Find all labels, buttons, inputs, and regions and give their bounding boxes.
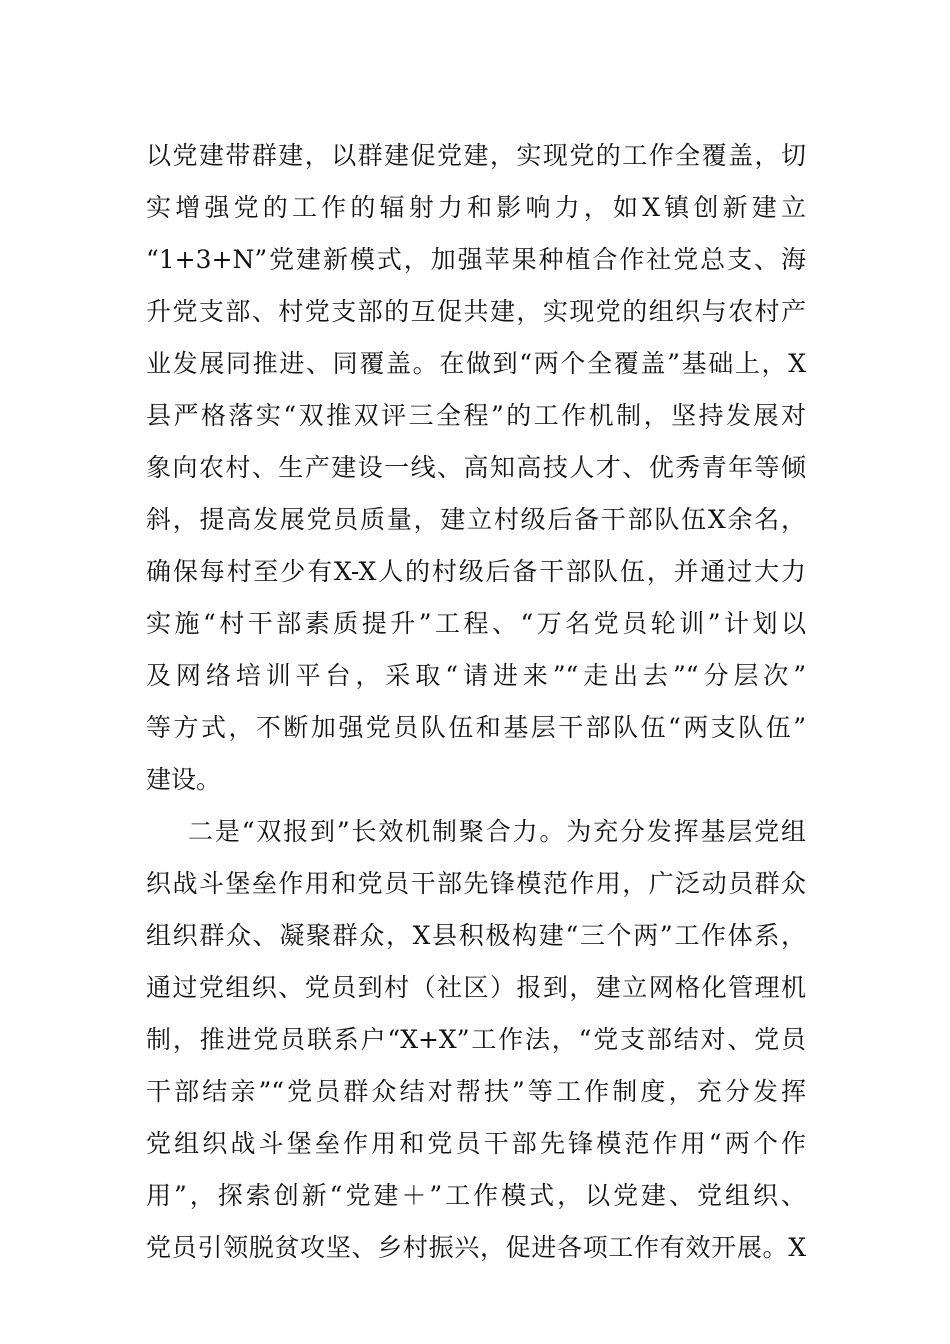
- text-line: 党组织战斗堡垒作用和党员干部先锋模范作用“两个作: [146, 1129, 806, 1158]
- text-line: 等方式，不断加强党员队伍和基层干部队伍“两支队伍”: [146, 713, 806, 742]
- text-line: 实增强党的工作的辐射力和影响力，如X镇创新建立: [146, 193, 806, 222]
- body-text: [146, 130, 806, 1274]
- text-line: 及网络培训平台，采取“请进来”“走出去”“分层次”: [146, 661, 806, 690]
- text-line: 业发展同推进、同覆盖。在做到“两个全覆盖”基础上，X: [146, 349, 806, 378]
- text-line: 党员引领脱贫攻坚、乡村振兴，促进各项工作有效开展。X: [146, 1233, 806, 1262]
- text-line: 升党支部、村党支部的互促共建，实现党的组织与农村产: [146, 297, 806, 326]
- text-line: 确保每村至少有X-X人的村级后备干部队伍，并通过大力: [146, 557, 806, 586]
- text-line: 组织群众、凝聚群众，X县积极构建“三个两”工作体系，: [146, 921, 806, 950]
- text-line: 织战斗堡垒作用和党员干部先锋模范作用，广泛动员群众: [146, 869, 806, 898]
- text-line: 斜，提高发展党员质量，建立村级后备干部队伍X余名，: [146, 505, 806, 534]
- text-line: 干部结亲”“党员群众结对帮扶”等工作制度，充分发挥: [146, 1077, 806, 1106]
- text-line: 以党建带群建，以群建促党建，实现党的工作全覆盖，切: [146, 141, 806, 170]
- text-line: 通过党组织、党员到村（社区）报到，建立网格化管理机: [146, 973, 806, 1002]
- text-line: “1+3+N”党建新模式，加强苹果种植合作社党总支、海: [146, 245, 806, 274]
- paragraph-end-line: 建设。: [146, 765, 222, 794]
- paragraph-start-line: 二是“双报到”长效机制聚合力。为充分发挥基层党组: [188, 817, 806, 846]
- text-line: 县严格落实“双推双评三全程”的工作机制，坚持发展对: [146, 401, 806, 430]
- text-line: 用”，探索创新“党建＋”工作模式，以党建、党组织、: [146, 1181, 806, 1210]
- text-line: 实施“村干部素质提升”工程、“万名党员轮训”计划以: [146, 609, 806, 638]
- text-line: 象向农村、生产建设一线、高知高技人才、优秀青年等倾: [146, 453, 806, 482]
- text-line: 制，推进党员联系户“X+X”工作法，“党支部结对、党员: [146, 1025, 806, 1054]
